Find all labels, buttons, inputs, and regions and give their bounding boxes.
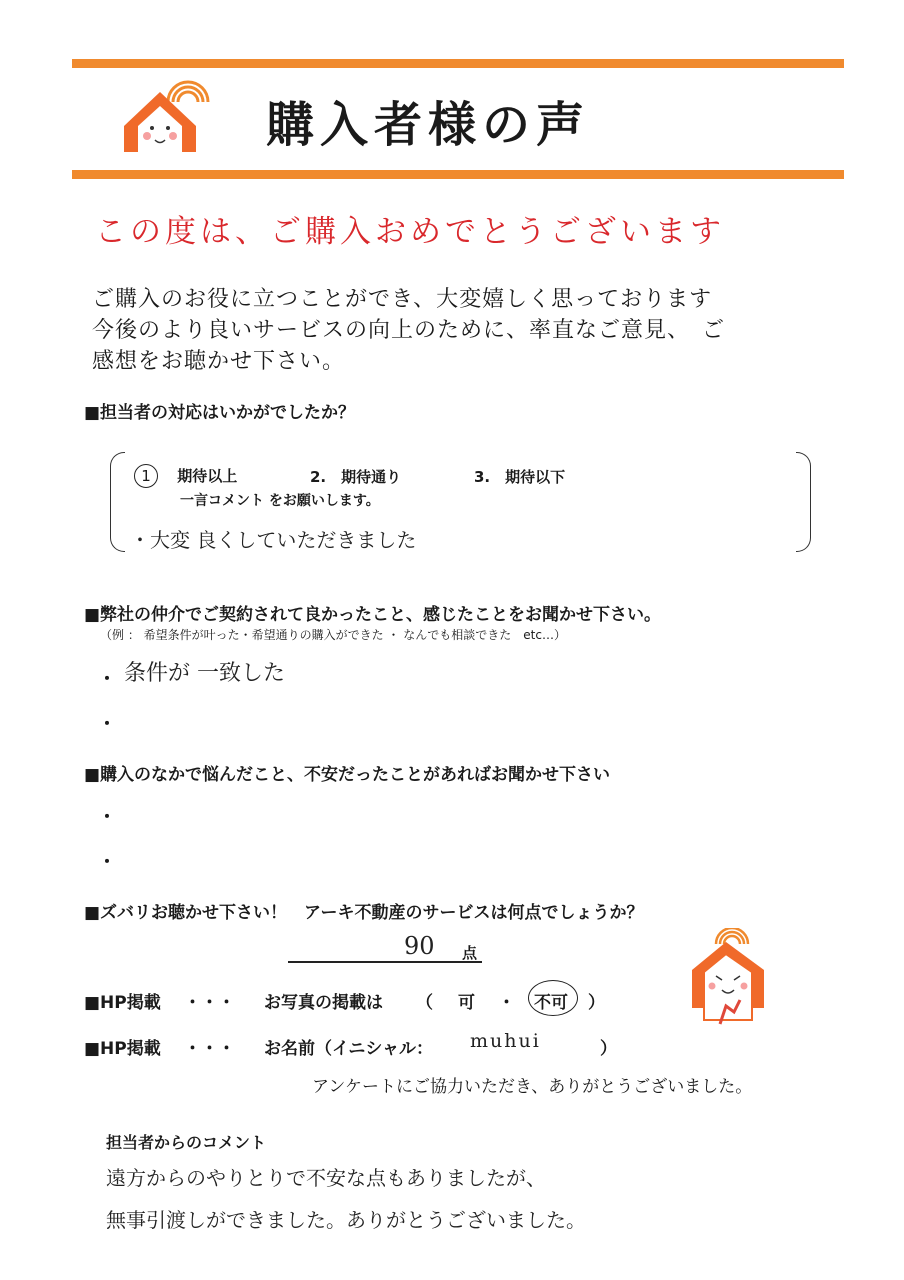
q2-bullet-1: ・ [98, 669, 116, 690]
congratulations-line: この度は、ご購入おめでとうございます [95, 214, 725, 250]
q1-option-1-label: 期待以上 [177, 467, 238, 485]
q2-bullet-2: ・ [98, 714, 116, 735]
q1-heading: ■担当者の対応はいかがでしたか？ [84, 403, 356, 423]
q2-heading: ■弊社の仲介でご契約されて良かったこと、感じたことをお聞かせ下さい。 [84, 605, 662, 625]
q1-option-2: 2. 期待通り [310, 468, 402, 486]
page-title: 購入者様の声 [266, 97, 591, 153]
q1-comment-prompt: 一言コメント をお願いします。 [180, 493, 380, 509]
q1-option-1-number: 1 [134, 464, 158, 488]
intro-line-3: 感想をお聴かせ下さい。 [92, 349, 346, 374]
score-line [288, 961, 482, 963]
hp-photo-separator: ・ [498, 993, 515, 1013]
q2-example: （例 ： 希望条件が叶った・希望通りの購入ができた ・ なんでも相談できた etc…） [100, 628, 566, 642]
q1-option-3: 3. 期待以下 [474, 468, 566, 486]
hp-photo-close-paren: ） [588, 993, 605, 1013]
hp-name-dots: ・・・ [184, 1039, 235, 1059]
hp-name-close-paren: ） [600, 1039, 617, 1059]
hp-photo-label: ■HP掲載 [84, 993, 161, 1013]
header-bottom-bar [72, 170, 844, 179]
header-top-bar [72, 59, 844, 68]
staff-comment-heading: 担当者からのコメント [106, 1133, 267, 1152]
hp-name-question: お名前（イニシャル： [264, 1039, 433, 1059]
q3-bullet-2: ・ [98, 852, 116, 873]
intro-line-2: 今後のより良いサービスの向上のために、率直なご意見、 ご [92, 318, 726, 343]
hp-photo-dots: ・・・ [184, 993, 235, 1013]
staff-comment-line-1: 遠方からのやりとりで不安な点もありましたが、 [106, 1166, 546, 1190]
q1-left-bracket [110, 452, 125, 552]
house-mascot-icon [118, 80, 214, 158]
q1-answer: ・大変 良くしていただきました [130, 528, 417, 552]
hp-photo-yes: 可 [458, 993, 475, 1013]
q3-bullet-1: ・ [98, 807, 116, 828]
closing-thanks: アンケートにご協力いただき、ありがとうございました。 [312, 1077, 753, 1097]
hp-name-initials: muhui [470, 1030, 541, 1052]
q3-heading: ■購入のなかで悩んだこと、不安だったことがあればお聞かせ下さい [84, 765, 611, 785]
hp-photo-question: お写真の掲載は [264, 993, 383, 1013]
hp-photo-open-paren: （ [416, 993, 433, 1013]
hp-name-label: ■HP掲載 [84, 1039, 161, 1059]
hp-photo-no: 不可 [534, 993, 568, 1013]
score-unit: 点 [462, 944, 478, 962]
intro-line-1: ご購入のお役に立つことができ、大変嬉しく思っております [92, 287, 713, 312]
score-value: 90 [404, 932, 435, 960]
house-mascot-thumbs-icon [686, 928, 770, 1032]
q4-heading: ■ズバリお聴かせ下さい！ アーキ不動産のサービスは何点でしょうか？ [84, 903, 644, 923]
hp-photo-no-circle [528, 980, 578, 1016]
staff-comment-line-2: 無事引渡しができました。ありがとうございました。 [106, 1208, 586, 1232]
q1-right-bracket [796, 452, 811, 552]
q1-option-1 [134, 464, 237, 488]
q2-answer-1: 条件が 一致した [124, 661, 285, 686]
